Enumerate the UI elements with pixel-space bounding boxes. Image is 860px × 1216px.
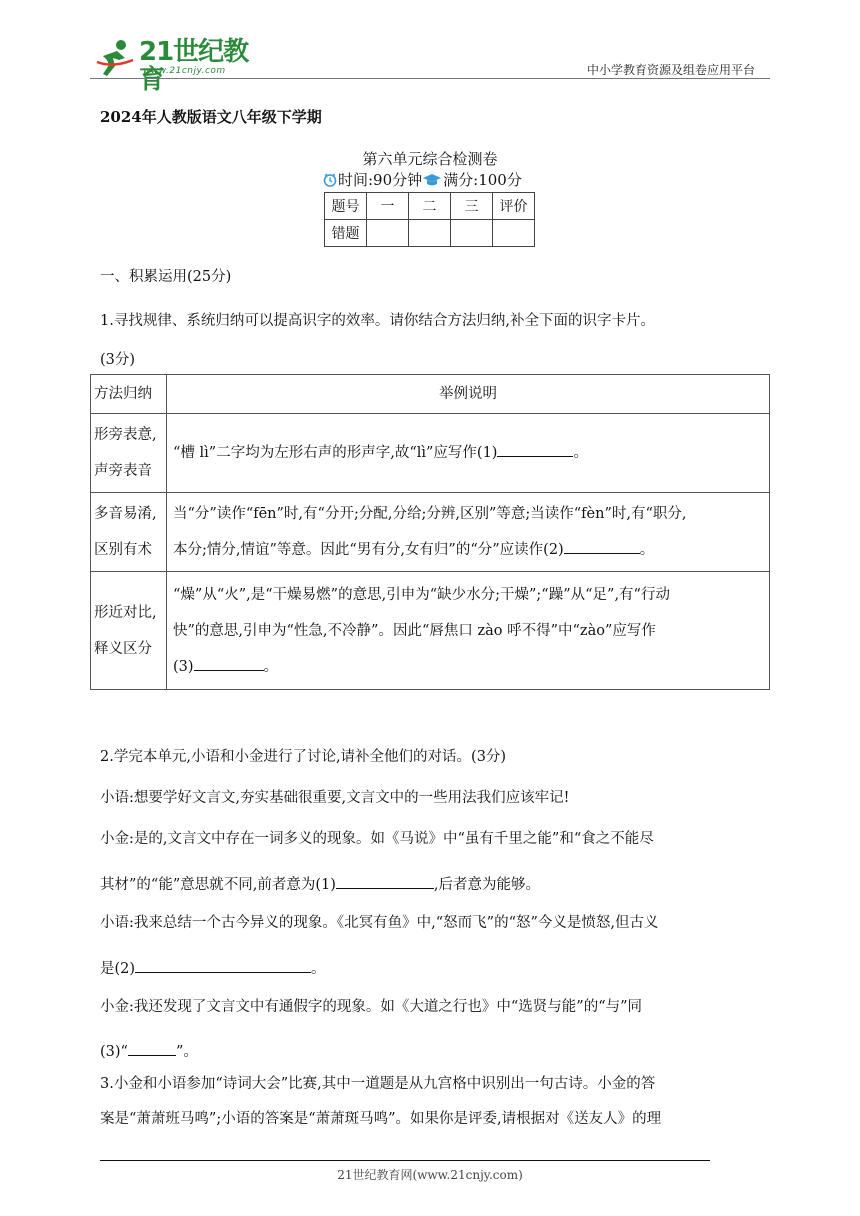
logo-url: www.21cnjy.com <box>143 66 226 76</box>
table-cell[interactable] <box>409 220 451 247</box>
dialogue-line <box>100 873 540 895</box>
dialogue-line <box>100 957 326 979</box>
table-cell[interactable] <box>451 220 493 247</box>
method-text: 声旁表音 <box>94 463 152 479</box>
table-row <box>325 220 535 247</box>
table-header-row <box>91 375 770 414</box>
example-text: 。 <box>639 542 655 558</box>
table-cell[interactable] <box>493 220 535 247</box>
runner-logo-icon <box>95 38 135 78</box>
answer-blank-2[interactable] <box>564 538 640 554</box>
example-text: “槽 lì”二字均为左形右声的形声字,故“lì”应写作(1) <box>173 445 498 461</box>
exam-score: 满分:100分 <box>443 171 522 189</box>
dialogue-line: 小金:是的,文言文中存在一词多义的现象。如《马说》中“虽有千里之能”和“食之不能尽 <box>100 831 654 847</box>
method-cell <box>91 493 167 572</box>
method-cell <box>91 572 167 690</box>
table-cell: 错题 <box>325 220 367 247</box>
method-text: 多音易淆, <box>94 506 157 522</box>
example-text: 快”的意思,引申为“性急,不冷静”。因此“唇焦口 zào 呼不得”中“zào”应写作 <box>173 622 656 639</box>
dialogue-line: 小语:我来总结一个古今异义的现象。《北冥有鱼》中,“怒而飞”的“怒”今义是愤怒,但古义 <box>100 915 659 931</box>
dialogue-text: 是(2) <box>100 961 136 977</box>
question-3-stem: 案是“萧萧班马鸣”;小语的答案是“萧萧斑马鸣”。如果你是评委,请根据对《送友人》的理 <box>100 1111 662 1127</box>
table-cell: 二 <box>409 193 451 220</box>
table-cell[interactable] <box>367 220 409 247</box>
question-1-points: (3分) <box>100 352 136 368</box>
graduation-cap-icon <box>422 173 442 187</box>
table-row <box>91 493 770 572</box>
example-text: (3) <box>173 658 194 675</box>
example-text: 。 <box>573 445 588 461</box>
answer-blank-1[interactable] <box>497 441 573 457</box>
answer-blank-q2-2[interactable] <box>135 957 311 973</box>
site-logo <box>95 36 260 95</box>
table-cell: 三 <box>451 193 493 220</box>
example-cell <box>167 414 770 493</box>
answer-blank-q2-1[interactable] <box>336 873 434 889</box>
example-cell <box>167 493 770 572</box>
table-cell: 题号 <box>325 193 367 220</box>
footer-link[interactable]: 21世纪教育网(www.21cnjy.com) <box>337 1168 523 1182</box>
table-header: 举例说明 <box>167 375 770 414</box>
method-text: 区别有术 <box>94 542 152 558</box>
platform-name: 中小学教育资源及组卷应用平台 <box>586 63 755 77</box>
answer-blank-3[interactable] <box>194 655 264 671</box>
method-text: 形旁表意, <box>94 427 157 443</box>
dialogue-text: 。 <box>311 961 326 977</box>
exam-time: 时间:90分钟 <box>338 171 423 189</box>
dialogue-text: (3)“ <box>100 1044 128 1060</box>
example-text: 。 <box>263 658 279 675</box>
literacy-card-table <box>90 374 770 690</box>
exam-title: 第六单元综合检测卷 <box>362 150 498 168</box>
logo-text: 21世纪教育 <box>139 37 249 95</box>
clock-icon <box>323 173 337 187</box>
table-cell: 一 <box>367 193 409 220</box>
dialogue-text: 其材”的“能”意思就不同,前者意为(1) <box>100 877 336 893</box>
table-row <box>91 572 770 690</box>
question-1-stem: 1.寻找规律、系统归纳可以提高识字的效率。请你结合方法归纳,补全下面的识字卡片。 <box>100 313 655 329</box>
score-table <box>324 192 535 247</box>
question-2-stem: 2.学完本单元,小语和小金进行了讨论,请补全他们的对话。(3分) <box>100 749 507 765</box>
table-row <box>325 193 535 220</box>
example-text: 本分;情分,情谊”等意。因此“男有分,女有归”的“分”应读作(2) <box>173 542 564 558</box>
exam-meta <box>323 169 522 190</box>
dialogue-text: ”。 <box>175 1044 198 1060</box>
example-cell <box>167 572 770 690</box>
example-text: 当“分”读作“fēn”时,有“分开;分配,分给;分辨,区别”等意;当读作“fèn”时,有“职分, <box>173 506 687 522</box>
table-cell: 评价 <box>493 193 535 220</box>
answer-blank-q2-3[interactable] <box>128 1040 176 1056</box>
dialogue-text: ,后者意为能够。 <box>433 877 540 893</box>
footer-divider <box>100 1160 710 1161</box>
section-heading: 一、积累运用(25分) <box>100 269 232 285</box>
question-3-stem: 3.小金和小语参加“诗词大会”比赛,其中一道题是从九宫格中识别出一句古诗。小金的答 <box>100 1076 656 1092</box>
dialogue-line <box>100 1040 198 1062</box>
document-title: 2024年人教版语文八年级下学期 <box>100 108 322 126</box>
dialogue-line: 小金:我还发现了文言文中有通假字的现象。如《大道之行也》中“选贤与能”的“与”同 <box>100 999 643 1015</box>
dialogue-line: 小语:想要学好文言文,夯实基础很重要,文言文中的一些用法我们应该牢记! <box>100 790 570 806</box>
header-divider <box>90 78 770 79</box>
method-text: 释义区分 <box>94 640 152 657</box>
method-text: 形近对比, <box>94 604 157 621</box>
table-header: 方法归纳 <box>91 375 167 414</box>
method-cell <box>91 414 167 493</box>
table-row <box>91 414 770 493</box>
example-text: “燥”从“火”,是“干燥易燃”的意思,引申为“缺少水分;干燥”;“躁”从“足”,有“行动 <box>173 586 670 603</box>
